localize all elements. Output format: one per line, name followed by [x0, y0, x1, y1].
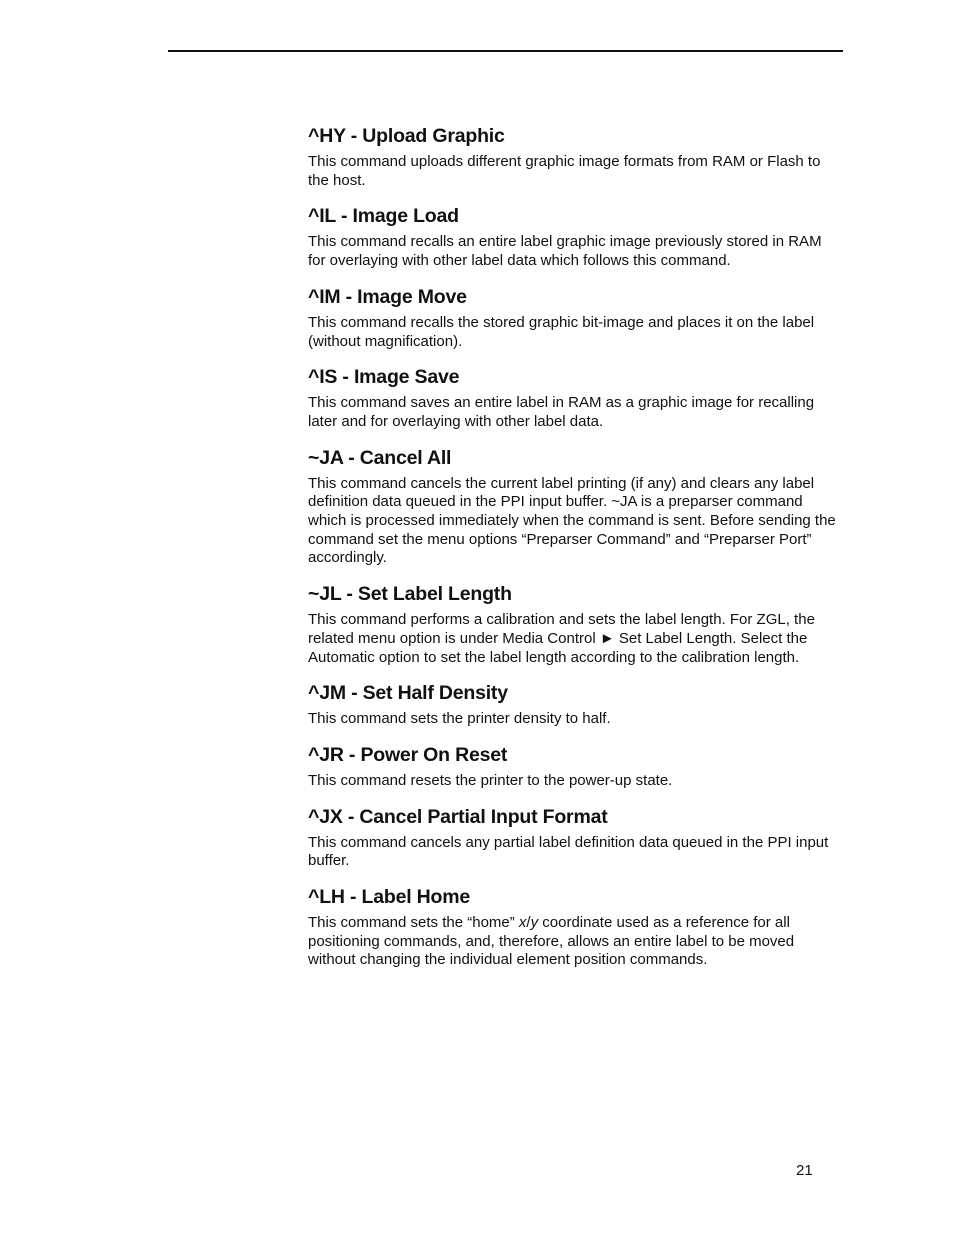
page-number: 21: [796, 1162, 813, 1179]
coordinate-slash: /: [526, 914, 531, 932]
section-body: This command cancels any partial label definition data queued in the PPI input buffer.: [308, 833, 829, 870]
section-il-image-load: [308, 204, 842, 270]
x-coordinate-italic: x: [518, 914, 527, 932]
section-body-part: This command sets the “home”: [308, 914, 519, 932]
section-body: This command recalls the stored graphic bit-image and places it on the label (without magnification).: [308, 313, 815, 350]
section-heading: ^IM - Image Move: [308, 285, 467, 308]
section-body: [308, 914, 842, 970]
section-body: This command cancels the current label printing (if any) and clears any label definition data queued in the PPI input buffer. ~JA is a preparser command which is processed immediately when the command is sent. Before sending the command set the menu options “Preparser Command” and “Preparser Port” accordingly.: [308, 474, 836, 567]
section-body: This command sets the printer density to half.: [308, 710, 611, 728]
section-heading: ^JX - Cancel Partial Input Format: [308, 805, 608, 828]
section-jm-set-half-density: [308, 681, 842, 729]
section-body: This command performs a calibration and sets the label length. For ZGL, the related menu option is under Media Control ► Set Label Length. Select the Automatic option to set the label length according to the calibration length.: [308, 611, 815, 666]
section-jl-set-label-length: [308, 582, 842, 667]
section-body: This command recalls an entire label graphic image previously stored in RAM for overlaying with other label data which follows this command.: [308, 233, 822, 270]
section-heading: ^JR - Power On Reset: [308, 743, 508, 766]
section-body-part: coordinate used as a reference for all positioning commands, and, therefore, allows an entire label to be moved without changing the individual element position commands.: [308, 914, 795, 969]
section-heading: ^JM - Set Half Density: [308, 682, 508, 705]
section-heading: ~JA - Cancel All: [308, 446, 452, 469]
section-im-image-move: [308, 285, 842, 351]
section-jr-power-on-reset: [308, 743, 842, 791]
section-heading: ^IS - Image Save: [308, 366, 460, 389]
section-heading: ^LH - Label Home: [308, 886, 471, 909]
section-heading: ~JL - Set Label Length: [308, 583, 512, 606]
section-heading: ^HY - Upload Graphic: [308, 125, 505, 147]
section-body: This command resets the printer to the power-up state.: [308, 771, 673, 789]
section-heading: ^IL - Image Load: [308, 205, 459, 228]
section-is-image-save: [308, 365, 842, 431]
y-coordinate-italic: y: [530, 914, 539, 932]
header-rule: [168, 50, 843, 52]
section-body: This command uploads different graphic image formats from RAM or Flash to the host.: [308, 153, 821, 189]
document-content: [308, 124, 842, 970]
section-lh-label-home: [308, 885, 842, 970]
section-jx-cancel-partial-input-format: [308, 805, 842, 871]
section-hy-upload-graphic: [308, 124, 842, 190]
section-ja-cancel-all: [308, 446, 842, 569]
section-body: This command saves an entire label in RAM as a graphic image for recalling later and for overlaying with other label data.: [308, 394, 815, 430]
